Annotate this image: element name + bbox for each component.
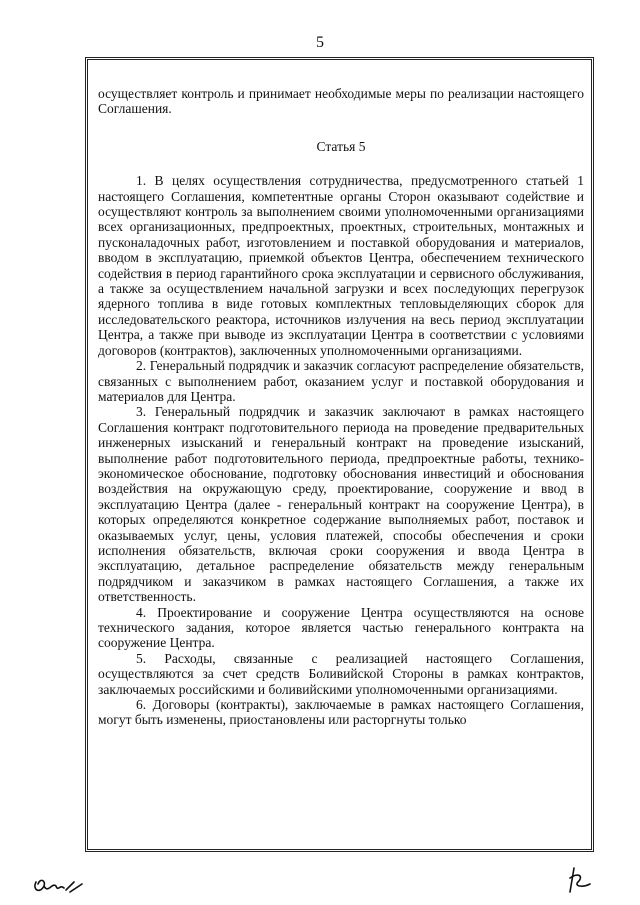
document-body [98, 86, 584, 728]
paragraph-3: 3. Генеральный подрядчик и заказчик заключают в рамках настоящего Соглашения контракт подготовительного периода на проведение предварительных инженерных изысканий и генеральный контракт на проведение изысканий, выполнение работ подготовительного периода, предпроектные работы, технико-экономическое обоснование, подготовку обоснования инвестиций и обоснования воздействия на окружающую среду, проектирование, сооружение и ввод в эксплуатацию Центра (далее - генеральный контракт на сооружение Центра), в которых определяются конкретное содержание выполняемых работ, поставок и оказываемых услуг, цены, условия платежей, способы обеспечения и сроки исполнения обязательств, включая сроки сооружения и ввода Центра в эксплуатацию, детальное распределение обязательств между генеральным подрядчиком и заказчиком в рамках настоящего Соглашения, а также их ответственность. [98, 404, 584, 605]
right-signature-initials [560, 864, 600, 896]
article-heading: Статья 5 [316, 138, 366, 154]
paragraph-6: 6. Договоры (контракты), заключаемые в рамках настоящего Соглашения, могут быть изменены, приостановлены или расторгнуты только [98, 697, 584, 728]
paragraph-5: 5. Расходы, связанные с реализацией настоящего Соглашения, осуществляются за счет средств Боливийской Стороны в рамках контрактов, заключаемых российскими и боливийскими уполномоченными организациями. [98, 650, 584, 697]
intro-paragraph: осуществляет контроль и принимает необходимые меры по реализации настоящего Соглашения. [98, 86, 584, 117]
paragraph-4: 4. Проектирование и сооружение Центра осуществляются на основе технического задания, которое является частью генерального контракта на сооружение Центра. [98, 604, 584, 651]
paragraph-2: 2. Генеральный подрядчик и заказчик согласуют распределение обязательств, связанных с выполнением работ, оказанием услуг и поставкой оборудования и материалов для Центра. [98, 358, 584, 404]
left-signature-initials [30, 868, 90, 898]
page-number: 5 [316, 34, 324, 51]
paragraph-1: 1. В целях осуществления сотрудничества, предусмотренного статьей 1 настоящего Соглашения, компетентные органы Сторон оказывают содействие и осуществляют контроль за выполнением своими уполномоченными организациями всех организационных, предпроектных, проектных, строительных, монтажных и пусконаладочных работ, изготовлением и поставкой оборудования и материалов, вводом в эксплуатацию, приемкой объектов Центра, обеспечением технического содействия в период гарантийного срока эксплуатации и сервисного обслуживания, а также за осуществлением начальной загрузки и всех последующих перегрузок ядерного топлива в виде готовых комплектных тепловыделяющих сборок для исследовательского реактора, источников излучения на весь период эксплуатации Центра, а также при выводе из эксплуатации Центра в соответствии с условиями договоров (контрактов), заключенных уполномоченными организациями. [98, 173, 584, 358]
